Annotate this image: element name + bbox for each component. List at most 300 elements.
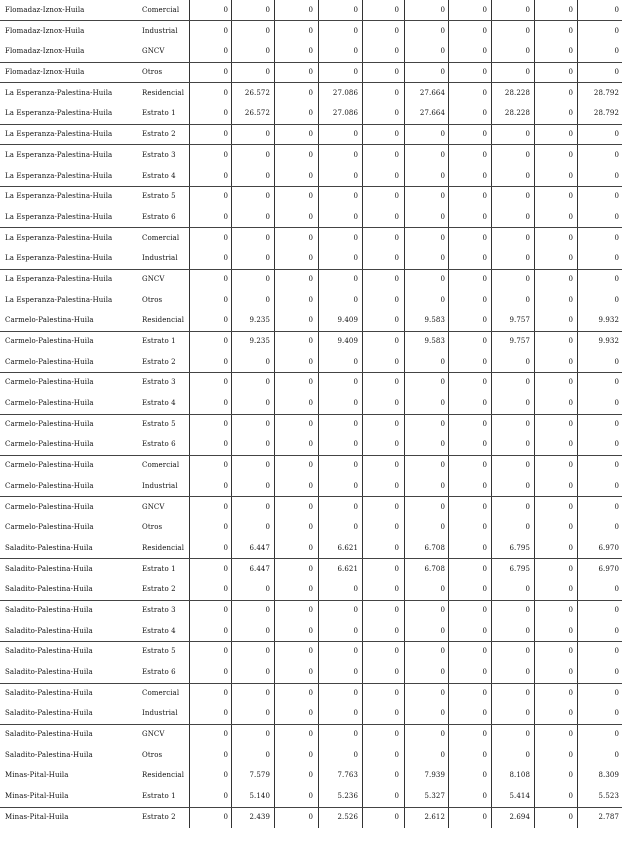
tipo-cell: Otros: [142, 750, 163, 759]
value-cell: 27.086: [332, 88, 358, 97]
value-cell: 0: [223, 357, 228, 366]
value-cell: 0: [394, 212, 399, 221]
value-cell: 0: [394, 274, 399, 283]
value-cell: 0: [223, 771, 228, 780]
municipio-cell: Saladito-Palestina-Huila: [5, 585, 93, 594]
value-cell: 0: [353, 192, 358, 201]
value-cell: 0: [353, 626, 358, 635]
municipio-cell: La Esperanza-Palestina-Huila: [5, 150, 113, 159]
value-cell: 0: [568, 626, 573, 635]
municipio-cell: Saladito-Palestina-Huila: [5, 750, 93, 759]
table-row: [0, 662, 622, 683]
value-cell: 0: [308, 688, 313, 697]
value-cell: 0: [525, 212, 530, 221]
table-row: [0, 145, 622, 166]
municipio-cell: Carmelo-Palestina-Huila: [5, 357, 94, 366]
value-cell: 0: [440, 6, 445, 14]
value-cell: 0: [394, 481, 399, 490]
table-row: [0, 703, 622, 724]
value-cell: 0: [482, 399, 487, 408]
municipio-cell: Saladito-Palestina-Huila: [5, 688, 93, 697]
value-cell: 0: [265, 399, 270, 408]
value-cell: 0: [525, 605, 530, 614]
value-cell: 0: [568, 26, 573, 35]
table-row: [0, 248, 622, 269]
value-cell: 0: [440, 26, 445, 35]
value-cell: 0: [223, 295, 228, 304]
tipo-cell: Estrato 1: [142, 792, 176, 801]
value-cell: 0: [265, 688, 270, 697]
value-cell: 0: [308, 605, 313, 614]
table-row: [0, 683, 622, 704]
value-cell: 0: [440, 150, 445, 159]
value-cell: 0: [308, 461, 313, 470]
value-cell: 0: [568, 502, 573, 511]
value-cell: 0: [353, 461, 358, 470]
value-cell: 0: [265, 26, 270, 35]
value-cell: 0: [308, 750, 313, 759]
value-cell: 0: [568, 47, 573, 56]
value-cell: 0: [265, 233, 270, 242]
value-cell: 0: [394, 668, 399, 676]
value-cell: 0: [440, 523, 445, 532]
tipo-cell: Comercial: [142, 233, 180, 242]
value-cell: 0: [614, 171, 619, 180]
value-cell: 0: [223, 688, 228, 697]
value-cell: 9.932: [598, 337, 619, 345]
value-cell: 5.327: [424, 792, 445, 801]
value-cell: 0: [223, 481, 228, 490]
value-cell: 2.439: [249, 812, 270, 821]
municipio-cell: Carmelo-Palestina-Huila: [5, 337, 94, 345]
value-cell: 0: [223, 647, 228, 656]
value-cell: 27.086: [332, 109, 358, 118]
value-cell: 8.309: [598, 771, 619, 780]
value-cell: 0: [525, 502, 530, 511]
value-cell: 0: [482, 709, 487, 718]
value-cell: 0: [394, 192, 399, 201]
value-cell: 0: [525, 295, 530, 304]
value-cell: 0: [440, 750, 445, 759]
value-cell: 8.108: [509, 771, 530, 780]
value-cell: 0: [614, 6, 619, 14]
row-divider: [0, 269, 622, 270]
value-cell: 0: [482, 419, 487, 428]
municipio-cell: Flomadaz-Iznox-Huila: [5, 6, 85, 14]
municipio-cell: Carmelo-Palestina-Huila: [5, 399, 94, 408]
value-cell: 0: [482, 357, 487, 366]
value-cell: 0: [394, 88, 399, 97]
value-cell: 0: [614, 647, 619, 656]
value-cell: 0: [265, 212, 270, 221]
value-cell: 0: [308, 399, 313, 408]
value-cell: 26.572: [244, 88, 270, 97]
value-cell: 0: [308, 812, 313, 821]
value-cell: 0: [482, 316, 487, 325]
value-cell: 0: [308, 337, 313, 345]
tipo-cell: Estrato 2: [142, 585, 176, 594]
row-divider: [0, 558, 622, 559]
row-divider: [0, 807, 622, 808]
value-cell: 0: [525, 254, 530, 263]
value-cell: 0: [394, 688, 399, 697]
value-cell: 6.795: [509, 543, 530, 552]
value-cell: 0: [265, 750, 270, 759]
value-cell: 0: [308, 295, 313, 304]
value-cell: 0: [308, 792, 313, 801]
value-cell: 6.708: [424, 543, 445, 552]
value-cell: 0: [568, 337, 573, 345]
tipo-cell: Estrato 6: [142, 440, 176, 449]
table-row: [0, 352, 622, 373]
row-divider: [0, 414, 622, 415]
value-cell: 0: [525, 357, 530, 366]
value-cell: 0: [440, 295, 445, 304]
value-cell: 0: [265, 647, 270, 656]
value-cell: 6.621: [337, 543, 358, 552]
municipio-cell: Minas-Pital-Huila: [5, 792, 69, 801]
municipio-cell: Carmelo-Palestina-Huila: [5, 481, 94, 490]
value-cell: 0: [614, 233, 619, 242]
table-row: [0, 579, 622, 600]
value-cell: 0: [223, 274, 228, 283]
value-cell: 0: [614, 357, 619, 366]
value-cell: 0: [525, 6, 530, 14]
municipio-cell: Flomadaz-Iznox-Huila: [5, 47, 85, 56]
row-divider: [0, 496, 622, 497]
value-cell: 0: [394, 150, 399, 159]
value-cell: 9.235: [249, 337, 270, 345]
value-cell: 0: [308, 730, 313, 739]
value-cell: 0: [394, 295, 399, 304]
value-cell: 0: [614, 212, 619, 221]
municipio-cell: Carmelo-Palestina-Huila: [5, 419, 94, 428]
value-cell: 0: [568, 543, 573, 552]
value-cell: 6.447: [249, 564, 270, 573]
value-cell: 0: [482, 171, 487, 180]
table-row: [0, 434, 622, 455]
value-cell: 0: [394, 750, 399, 759]
municipio-cell: Saladito-Palestina-Huila: [5, 543, 93, 552]
value-cell: 0: [308, 130, 313, 139]
tipo-cell: Estrato 2: [142, 130, 176, 139]
table-row: [0, 228, 622, 249]
tipo-cell: Estrato 5: [142, 647, 176, 656]
value-cell: 0: [614, 709, 619, 718]
value-cell: 0: [394, 812, 399, 821]
municipio-cell: Saladito-Palestina-Huila: [5, 605, 93, 614]
value-cell: 28.228: [504, 109, 530, 118]
value-cell: 0: [353, 419, 358, 428]
value-cell: 0: [482, 378, 487, 387]
value-cell: 0: [568, 6, 573, 14]
value-cell: 0: [394, 585, 399, 594]
table-row: [0, 41, 622, 62]
value-cell: 7.579: [249, 771, 270, 780]
value-cell: 0: [440, 502, 445, 511]
value-cell: 0: [265, 709, 270, 718]
value-cell: 0: [308, 47, 313, 56]
value-cell: 0: [223, 68, 228, 77]
value-cell: 0: [440, 192, 445, 201]
table-row: [0, 497, 622, 518]
value-cell: 0: [482, 730, 487, 739]
table-row: [0, 331, 622, 352]
value-cell: 0: [440, 357, 445, 366]
value-cell: 0: [308, 316, 313, 325]
value-cell: 0: [568, 481, 573, 490]
value-cell: 0: [614, 585, 619, 594]
value-cell: 0: [265, 378, 270, 387]
value-cell: 0: [308, 564, 313, 573]
tipo-cell: Industrial: [142, 26, 178, 35]
tipo-cell: Comercial: [142, 6, 180, 14]
table-row: [0, 414, 622, 435]
value-cell: 0: [223, 233, 228, 242]
value-cell: 6.970: [598, 564, 619, 573]
table-row: [0, 186, 622, 207]
value-cell: 0: [394, 337, 399, 345]
value-cell: 0: [353, 6, 358, 14]
row-divider: [0, 683, 622, 684]
value-cell: 0: [223, 626, 228, 635]
value-cell: 0: [440, 585, 445, 594]
value-cell: 0: [223, 709, 228, 718]
value-cell: 0: [482, 688, 487, 697]
value-cell: 0: [568, 109, 573, 118]
value-cell: 0: [353, 523, 358, 532]
value-cell: 0: [223, 750, 228, 759]
municipio-cell: Carmelo-Palestina-Huila: [5, 316, 94, 325]
value-cell: 0: [265, 274, 270, 283]
value-cell: 0: [525, 399, 530, 408]
value-cell: 0: [223, 6, 228, 14]
value-cell: 0: [308, 212, 313, 221]
value-cell: 0: [308, 523, 313, 532]
value-cell: 0: [568, 399, 573, 408]
table-row: [0, 724, 622, 745]
value-cell: 0: [525, 750, 530, 759]
value-cell: 0: [265, 419, 270, 428]
value-cell: 0: [265, 357, 270, 366]
value-cell: 2.526: [337, 812, 358, 821]
value-cell: 0: [568, 730, 573, 739]
municipio-cell: Flomadaz-Iznox-Huila: [5, 26, 85, 35]
value-cell: 0: [353, 378, 358, 387]
tipo-cell: Industrial: [142, 254, 178, 263]
value-cell: 0: [353, 647, 358, 656]
value-cell: 0: [223, 543, 228, 552]
value-cell: 0: [394, 792, 399, 801]
value-cell: 0: [525, 130, 530, 139]
tipo-cell: Estrato 2: [142, 812, 176, 821]
table-row: [0, 538, 622, 559]
value-cell: 0: [482, 6, 487, 14]
value-cell: 7.939: [424, 771, 445, 780]
table-row: [0, 559, 622, 580]
value-cell: 0: [568, 523, 573, 532]
value-cell: 0: [525, 709, 530, 718]
value-cell: 0: [614, 730, 619, 739]
value-cell: 0: [614, 295, 619, 304]
table-row: [0, 290, 622, 311]
value-cell: 0: [353, 233, 358, 242]
value-cell: 0: [525, 419, 530, 428]
value-cell: 0: [353, 668, 358, 676]
value-cell: 0: [440, 481, 445, 490]
table-row: [0, 269, 622, 290]
value-cell: 0: [482, 523, 487, 532]
table-row: [0, 372, 622, 393]
value-cell: 0: [394, 626, 399, 635]
value-cell: 0: [353, 605, 358, 614]
value-cell: 0: [440, 68, 445, 77]
value-cell: 0: [525, 730, 530, 739]
value-cell: 0: [525, 192, 530, 201]
value-cell: 0: [568, 564, 573, 573]
tipo-cell: Otros: [142, 523, 163, 532]
value-cell: 0: [308, 357, 313, 366]
value-cell: 9.932: [598, 316, 619, 325]
value-cell: 0: [223, 150, 228, 159]
value-cell: 0: [482, 668, 487, 676]
value-cell: 0: [525, 481, 530, 490]
value-cell: 0: [568, 605, 573, 614]
value-cell: 0: [568, 254, 573, 263]
value-cell: 0: [440, 171, 445, 180]
value-cell: 0: [394, 502, 399, 511]
value-cell: 0: [394, 378, 399, 387]
table-row: [0, 310, 622, 331]
value-cell: 0: [568, 585, 573, 594]
tipo-cell: Estrato 1: [142, 109, 176, 118]
value-cell: 0: [440, 233, 445, 242]
table-row: [0, 745, 622, 766]
value-cell: 0: [308, 274, 313, 283]
value-cell: 0: [440, 399, 445, 408]
value-cell: 0: [223, 109, 228, 118]
value-cell: 0: [568, 68, 573, 77]
value-cell: 0: [353, 130, 358, 139]
value-cell: 0: [308, 481, 313, 490]
value-cell: 0: [482, 109, 487, 118]
value-cell: 0: [614, 481, 619, 490]
value-cell: 0: [482, 605, 487, 614]
municipio-cell: La Esperanza-Palestina-Huila: [5, 295, 113, 304]
value-cell: 0: [265, 605, 270, 614]
row-divider: [0, 186, 622, 187]
table-row: [0, 517, 622, 538]
value-cell: 0: [482, 212, 487, 221]
tipo-cell: GNCV: [142, 730, 165, 739]
municipio-cell: Carmelo-Palestina-Huila: [5, 502, 94, 511]
value-cell: 0: [440, 440, 445, 449]
value-cell: 0: [308, 378, 313, 387]
value-cell: 0: [265, 254, 270, 263]
value-cell: 0: [394, 543, 399, 552]
value-cell: 0: [568, 792, 573, 801]
row-divider: [0, 331, 622, 332]
value-cell: 6.447: [249, 543, 270, 552]
value-cell: 0: [568, 378, 573, 387]
row-divider: [0, 455, 622, 456]
value-cell: 0: [223, 564, 228, 573]
value-cell: 0: [394, 564, 399, 573]
value-cell: 6.970: [598, 543, 619, 552]
municipio-cell: La Esperanza-Palestina-Huila: [5, 192, 113, 201]
value-cell: 0: [568, 295, 573, 304]
value-cell: 0: [525, 647, 530, 656]
value-cell: 0: [568, 212, 573, 221]
value-cell: 0: [525, 233, 530, 242]
municipio-cell: La Esperanza-Palestina-Huila: [5, 254, 113, 263]
value-cell: 0: [223, 730, 228, 739]
value-cell: 0: [223, 605, 228, 614]
tipo-cell: Residencial: [142, 316, 185, 325]
value-cell: 0: [568, 688, 573, 697]
municipio-cell: Carmelo-Palestina-Huila: [5, 461, 94, 470]
value-cell: 0: [394, 109, 399, 118]
value-cell: 9.235: [249, 316, 270, 325]
value-cell: 0: [265, 626, 270, 635]
value-cell: 0: [223, 337, 228, 345]
value-cell: 28.792: [593, 109, 619, 118]
value-cell: 0: [440, 709, 445, 718]
value-cell: 0: [568, 647, 573, 656]
value-cell: 0: [265, 192, 270, 201]
value-cell: 0: [440, 668, 445, 676]
value-cell: 0: [394, 419, 399, 428]
value-cell: 0: [614, 192, 619, 201]
tipo-cell: Otros: [142, 68, 163, 77]
value-cell: 0: [223, 523, 228, 532]
value-cell: 0: [353, 399, 358, 408]
table-row: [0, 166, 622, 187]
municipio-cell: Saladito-Palestina-Huila: [5, 564, 93, 573]
value-cell: 2.612: [424, 812, 445, 821]
value-cell: 0: [353, 730, 358, 739]
value-cell: 0: [308, 668, 313, 676]
row-divider: [0, 82, 622, 83]
value-cell: 0: [353, 68, 358, 77]
tipo-cell: Estrato 1: [142, 564, 176, 573]
municipio-cell: La Esperanza-Palestina-Huila: [5, 212, 113, 221]
value-cell: 0: [440, 47, 445, 56]
value-cell: 0: [353, 750, 358, 759]
tipo-cell: GNCV: [142, 274, 165, 283]
value-cell: 0: [440, 274, 445, 283]
value-cell: 0: [223, 668, 228, 676]
value-cell: 0: [440, 730, 445, 739]
value-cell: 0: [394, 26, 399, 35]
value-cell: 0: [223, 812, 228, 821]
value-cell: 0: [308, 150, 313, 159]
value-cell: 0: [482, 150, 487, 159]
value-cell: 0: [482, 750, 487, 759]
table-row: [0, 393, 622, 414]
value-cell: 0: [394, 771, 399, 780]
value-cell: 0: [568, 233, 573, 242]
tipo-cell: Industrial: [142, 481, 178, 490]
value-cell: 9.583: [424, 316, 445, 325]
value-cell: 0: [308, 626, 313, 635]
value-cell: 6.621: [337, 564, 358, 573]
value-cell: 0: [265, 668, 270, 676]
value-cell: 0: [394, 233, 399, 242]
value-cell: 0: [482, 792, 487, 801]
value-cell: 28.228: [504, 88, 530, 97]
value-cell: 0: [482, 647, 487, 656]
